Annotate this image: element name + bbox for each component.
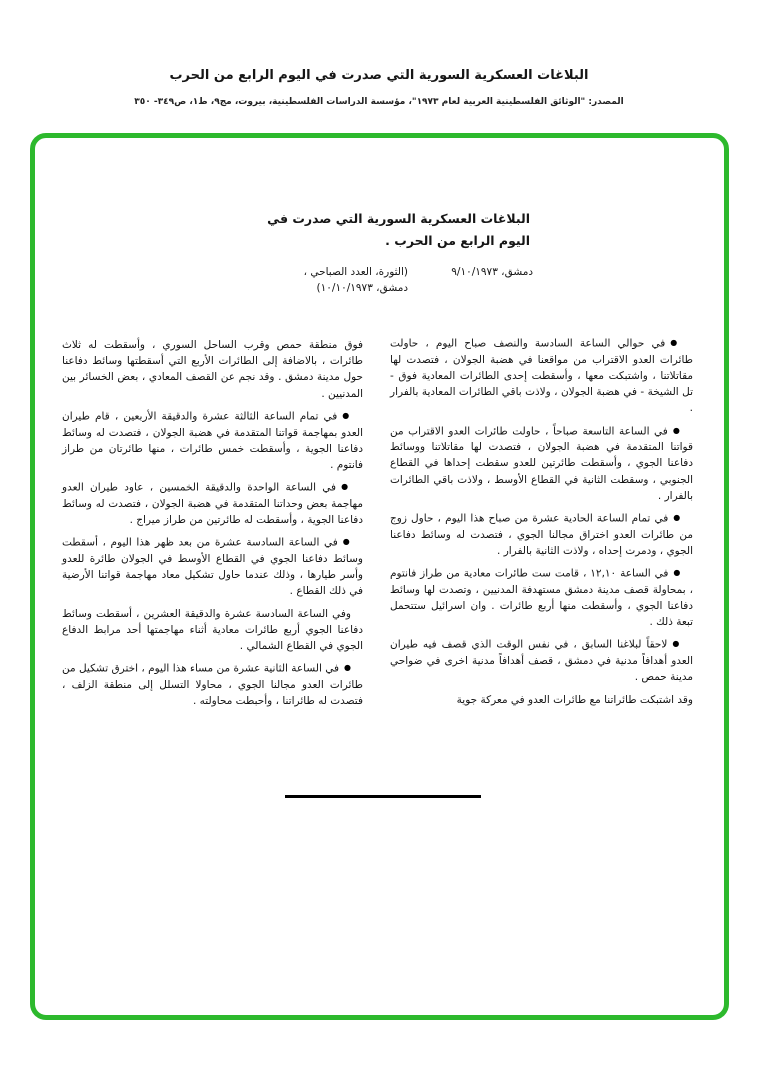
bullet-icon: ● <box>672 425 681 435</box>
bullet-icon: ● <box>342 537 351 547</box>
paragraph-text: لاحقاً لبلاغنا السابق ، في نفس الوقت الذي قصف فيه طيران العدو أهدافاً مدنية في دمشق ، قصف أهدافاً مدنية اخرى في ضواحي مدينة حمص . <box>390 638 693 684</box>
paragraph <box>62 606 363 655</box>
column-left <box>62 337 363 715</box>
paragraph-text: في الساعة التاسعة صباحاً ، حاولت طائرات العدو الاقتراب من قواتنا المتقدمة في هضبة الجولان ، فتصدت لها مقاتلاتنا ووسائط دفاعنا الجوي ، وأسقطت طائرتين للعدو سقطت إحداها في القطاع الجنوبي ، وسقطت الثانية في القطاع الأوسط ، ولاذت باقي الطائرات بالفرار . <box>390 425 693 502</box>
source-citation: المصدر: "الوثائق الفلسطينية العربية لعام ١٩٧٣"، مؤسسة الدراسات الفلسطينية، بيروت، مج٩، ط١، ص٣٤٩- ٣٥٠ <box>134 97 624 107</box>
bullet-icon: ● <box>342 410 351 420</box>
bullet-icon: ● <box>672 639 681 649</box>
paragraph <box>62 534 363 599</box>
paragraph-text: في الساعة الثانية عشرة من مساء هذا اليوم ، اخترق تشكيل من طائرات العدو مجالنا الجوي ، محاولا التسلل إلى منطقة الزلف ، فتصدت له طائراتنا ، وأحبطت محاولته . <box>62 662 363 708</box>
paragraph-text: وقد اشتبكت طائراتنا مع طائرات العدو في معركة جوية <box>456 693 693 706</box>
page-title: البلاغات العسكرية السورية التي صدرت في اليوم الرابع من الحرب <box>169 68 589 83</box>
paragraph <box>62 660 363 709</box>
bullet-icon: ● <box>341 482 351 492</box>
document-title: البلاغات العسكرية السورية التي صدرت في اليوم الرابع من الحرب . <box>267 211 530 248</box>
paragraph-text: في تمام الساعة الحادية عشرة من صباح هذا اليوم ، حاول زوج من طائرات العدو اختراق مجالنا الجوي ، فتصدت له وسائط دفاعنا الجوي ، ودمرت إحداه ، ولاذت الثانية بالفرار . <box>390 512 693 557</box>
paragraph-text: في الساعة الواحدة والدقيقة الخمسين ، عاود طيران العدو مهاجمة بعض وحداتنا المتقدمة في هضبة الجولان ، فتصدت له وسائط دفاعنا الجوية ، وأسقطت له طائرتين من طراز ميراج . <box>62 481 363 527</box>
paragraph-text: فوق منطقة حمص وقرب الساحل السوري ، وأسقطت له ثلاث طائرات ، بالاضافة إلى الطائرات الأربع التي أسقطتها وسائط دفاعنا حول مدينة دمشق . وقد نجم عن القصف المعادي ، بعض الخسائر بين المدنيين . <box>62 339 363 400</box>
paragraph <box>62 479 363 528</box>
paragraph <box>390 510 693 559</box>
paragraph-text: في تمام الساعة الثالثة عشرة والدقيقة الأربعين ، قام طيران العدو بمهاجمة قواتنا المتقدمة في هضبة الجولان ، فتصدت له وسائط دفاعنا الجوية ، وأسقطت خمس طائرات ، منها طائرتان من طراز فانتوم . <box>62 410 363 471</box>
paragraph <box>62 408 363 473</box>
document-frame <box>30 133 729 1020</box>
paragraph <box>390 565 693 630</box>
paragraph-text: في حوالي الساعة السادسة والنصف صباح اليوم ، حاولت طائرات العدو الاقتراب من مواقعنا في هضبة الجولان ، فتصدت لها مقاتلاتنا ، واشتبكت معها ، وأسقطت إحدى الطائرات المعادية فوق - تل الشيخة - في هضبة الجولان ، ولاذت باقي الطائرات المعادية بالفرار . <box>390 337 693 415</box>
paragraph <box>62 337 363 402</box>
paragraph <box>390 423 693 505</box>
dateline-city-date: دمشق، ٩/١٠/١٩٧٣ <box>451 266 533 278</box>
dateline-publication-line1: (الثورة، العدد الصباحي ، <box>303 266 408 278</box>
bullet-icon: ● <box>673 513 682 523</box>
bottom-divider <box>285 795 481 798</box>
paragraph <box>390 692 693 708</box>
dateline-publication-line2: دمشق، ١٠/١٠/١٩٧٣) <box>316 282 408 294</box>
column-right <box>390 335 693 714</box>
bullet-icon: ● <box>670 338 681 347</box>
paragraph-text: في الساعة ١٢,١٠ ، قامت ست طائرات معادية من طراز فانتوم ، بمحاولة قصف مدينة دمشق مستهدفة المدنيين ، وتصدت لها وسائط دفاعنا الجوي ، وأسقطت منها أربع طائرات . وان اسرائيل ستتحمل تبعة ذلك . <box>390 567 693 629</box>
paragraph <box>390 636 693 685</box>
bullet-icon: ● <box>673 568 681 578</box>
bullet-icon: ● <box>344 663 351 673</box>
dateline-publication <box>248 264 408 296</box>
paragraph <box>390 335 693 417</box>
paragraph-text: في الساعة السادسة عشرة من بعد ظهر هذا اليوم ، أسقطت وسائط دفاعنا الجوي في القطاع الأوسط في الجولان طائرة للعدو وأسر طيارها ، وذلك عندما حاول تشكيل معاد مهاجمة قواتنا الأرضية في ذلك القطاع . <box>62 536 363 598</box>
paragraph-text: وفي الساعة السادسة عشرة والدقيقة العشرين ، أسقطت وسائط دفاعنا الجوي أربع طائرات معادية أثناء مهاجمتها أحد مرابط الدفاع الجوي في القطاع الشمالي . <box>62 607 363 652</box>
